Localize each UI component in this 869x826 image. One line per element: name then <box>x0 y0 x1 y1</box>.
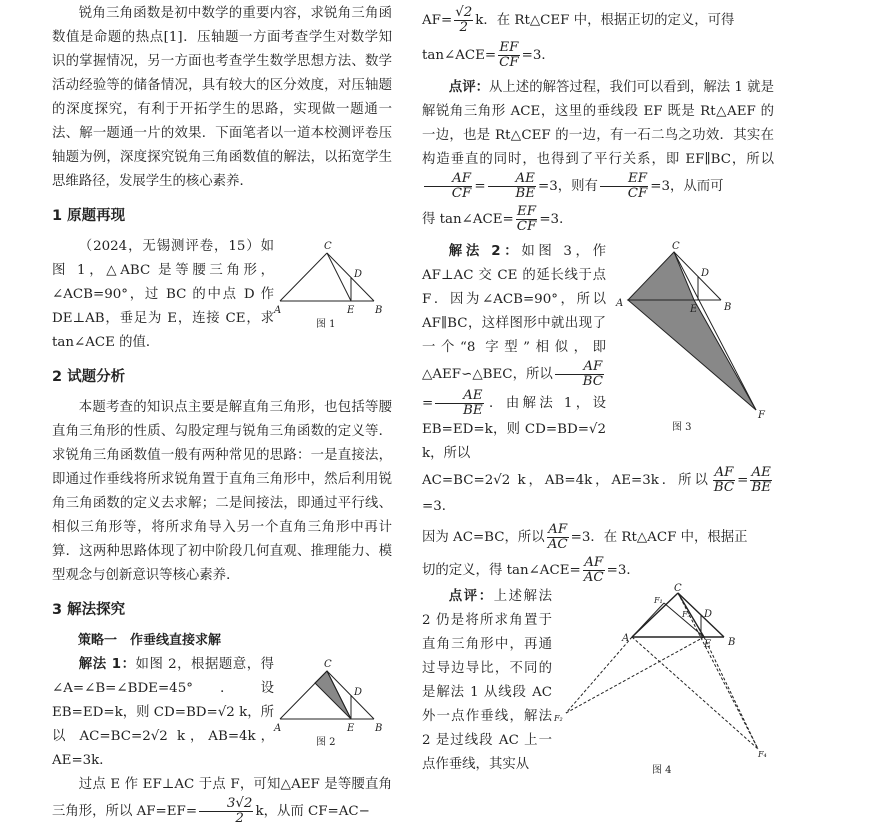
fraction-af-bc <box>555 360 604 389</box>
comment-2-text: 上述解法 2 仍是将所求角置于直角三角形中，再通过导边导比，不同的是解法 1 从线段 AC 外一点作垂线，解法 2 是过线段 AC 上一点作垂线，其实从 <box>422 589 552 772</box>
frac-num: AF <box>548 522 568 537</box>
frac-num: AE <box>488 172 536 187</box>
comment-2-label: 点评： <box>448 589 494 604</box>
fraction-ef-cf-result <box>516 205 538 234</box>
solution-2-label: 解法 2： <box>448 244 522 259</box>
frac-den: 2 <box>235 811 244 826</box>
fig1-label-c: C <box>324 241 332 252</box>
frac-den: CF <box>499 55 519 70</box>
solution-2-text-2: ．由解法 1，设 EB=ED=k，则 CD=BD=√2 k，所以 <box>422 396 606 461</box>
fraction-af-ac <box>547 523 569 552</box>
frac-den: BC <box>713 480 735 495</box>
fraction-ae-be-2 <box>435 389 483 418</box>
frac-den: BE <box>463 403 483 418</box>
fig4-label-a: A <box>622 633 630 644</box>
solution-2-line-5-post: =3． <box>606 563 640 578</box>
fig4-label-f2: F₂ <box>554 714 563 723</box>
frac-den: AC <box>547 537 568 552</box>
left-column <box>52 0 392 826</box>
frac-den: CF <box>516 219 537 234</box>
fig3-label-c: C <box>672 241 680 252</box>
figure-4-diagram <box>552 583 774 779</box>
solution-1-label: 解法 1： <box>78 657 136 672</box>
frac-den: AC <box>583 570 604 585</box>
solution-2-line-4-pre: 因为 AC=BC，所以 <box>422 530 545 545</box>
frac-den: CF <box>451 186 472 201</box>
af-eq-post: k．在 Rt△CEF 中，根据正切的定义，可得 <box>475 13 735 28</box>
section-1-title: 1 原题再现 <box>52 208 126 224</box>
solution-2-line-5 <box>422 556 774 585</box>
frac-num: EF <box>499 40 519 55</box>
figure-1-diagram <box>274 235 392 331</box>
fig2-label-a: A <box>274 723 282 734</box>
fig4-caption: 图 4 <box>652 765 672 776</box>
fraction-af-bc-2 <box>713 466 735 495</box>
fig2-label-c: C <box>324 659 332 670</box>
comment-1-paragraph <box>422 76 774 201</box>
frac-num: AE <box>435 389 483 404</box>
frac-den: BE <box>515 186 535 201</box>
fig4-label-c: C <box>674 583 682 594</box>
comment-1-mid: =3，则有 <box>538 179 598 194</box>
fig3-label-a: A <box>616 298 624 309</box>
fig3-label-b: B <box>724 302 732 313</box>
figure-3 <box>606 240 774 442</box>
result-pre: 得 tan∠ACE= <box>422 212 514 227</box>
solution-2-line-5-pre: 切的定义，得 tan∠ACE= <box>422 563 581 578</box>
solution-2-line-3: AC=BC=2√2 k，AB=4k，AE=3k．所以 $\frac{AF}{BC}$ = $\frac{AE}{BE}$ =3． <box>422 465 771 514</box>
fig2-label-d: D <box>354 687 363 698</box>
frac-den: CF <box>627 186 648 201</box>
frac-num: AF <box>555 360 604 375</box>
fig4-label-f3: F₃ <box>682 610 691 619</box>
result-post: =3． <box>539 212 573 227</box>
fig4-label-e: E <box>704 639 712 650</box>
intro-paragraph: 锐角三角函数是初中数学的重要内容，求锐角三角函数值是命题的热点[1]．压轴题一方面考查学生对数学知识的掌握情况，另一方面也考查学生数学思想方法、数学活动经验等的储备情况，具有较大的区分效度，对压轴题的深度探究，有利于开拓学生的思路，实现做一题通一法、解一题通一片的效果．下面笔者以一道本校测评卷压轴题为例，深度探究锐角三角函数值的解法，以拓宽学生思维路径，发展学生的核心素养． <box>52 6 392 189</box>
solution-1-continued-text: 过点 E 作 EF⊥AC 于点 F，可知△AEF 是等腰直角三角形，所以 AF=EF= <box>52 777 392 819</box>
solution-2-line-4 <box>422 523 774 552</box>
analysis-paragraph: 本题考查的知识点主要是解直角三角形，也包括等腰直角三角形的性质、勾股定理与锐角三角函数的定义等．求锐角三角函数值一般有两种常见的思路：一是直接法，即通过作垂线将所求锐角置于直角三角形中，然后利用锐角三角函数的定义去求解；二是间接法，即通过平行线、相似三角形等，将所求角导入另一个直角三角形中再计算．这两种思路体现了初中阶段几何直观、推理能力、模型观念与创新意识等核心素养． <box>52 400 392 583</box>
tan-eq-post: =3． <box>521 48 555 63</box>
solution-2-text: 如图 3，作 AF⊥AC 交 CE 的延长线于点 F．因为∠ACB=90°，所以 AF∥BC，这样图形中就出现了一个“8 字型”相似，即△AEF∽△BEC，所以 <box>422 244 607 382</box>
frac-num: AF <box>424 172 472 187</box>
problem-text: （2024，无锡测评卷，15）如图 1，△ABC 是等腰三角形，∠ACB=90°，过 BC 的中点 D 作 DE⊥AB，垂足为 E，连接 CE，求 tan∠ACE 的值． <box>52 239 274 350</box>
frac-den: 2 <box>459 20 468 35</box>
solution-1-continued <box>52 773 392 826</box>
fig1-label-a: A <box>274 305 282 316</box>
fig1-label-e: E <box>347 305 355 316</box>
right-column <box>422 0 774 779</box>
af-equation-line <box>422 6 774 35</box>
fraction-af-ac-2 <box>583 556 605 585</box>
fraction-sqrt2-over-2 <box>454 6 473 35</box>
fig3-label-f: F <box>758 410 765 421</box>
frac-num: EF <box>600 172 648 187</box>
tan-eq-pre: tan∠ACE= <box>422 48 497 63</box>
fig2-label-e: E <box>347 723 355 734</box>
frac-num: AE <box>751 465 771 480</box>
solution-2-line-3-text: AC=BC=2√2 k，AB=4k，AE=3k．所以 <box>422 473 711 488</box>
fraction-af-cf <box>424 172 472 201</box>
figure-4 <box>552 583 774 779</box>
section-3-title: 3 解法探究 <box>52 602 126 618</box>
fraction-ae-be-3 <box>750 466 772 495</box>
frac-num: 3√2 <box>199 797 253 812</box>
figure-2-diagram <box>274 653 392 753</box>
strategy-1-title: 策略一 作垂线直接求解 <box>78 633 222 648</box>
fig2-label-b: B <box>375 723 383 734</box>
solution-2-paragraph: 解法 2：如图 3，作 AF⊥AC 交 CE 的延长线于点 F．因为∠ACB=90°，所以 AF∥BC，这样图形中就出现了一个“8 字型”相似，即△AEF∽△BEC，所以 $\frac{AF}{BC}$ = $\frac{AE}{BE}$ ．由解法 1，设 EB=ED=k，则 CD=BD=√2 k，所以 <box>422 244 607 461</box>
equals-sign: = <box>474 179 486 194</box>
frac-den: BC <box>582 374 603 389</box>
fig4-label-d: D <box>704 609 713 620</box>
frac-num: AF <box>714 465 734 480</box>
frac-num: EF <box>517 204 537 219</box>
section-2-title: 2 试题分析 <box>52 369 126 385</box>
frac-num: AF <box>584 555 604 570</box>
fraction-ae-be <box>488 172 536 201</box>
fig3-label-d: D <box>701 268 710 279</box>
fig4-label-b: B <box>728 637 736 648</box>
frac-num: √2 <box>455 5 473 20</box>
tan-equation-line <box>422 41 774 70</box>
fig4-label-f1: F₁ <box>654 596 663 605</box>
figure-2 <box>274 653 392 753</box>
solution-1-continued-text-2: k，从而 CF=AC− <box>255 804 370 819</box>
solution-2-line-4-post: =3．在 Rt△ACF 中，根据正 <box>570 530 748 545</box>
fig3-label-e: E <box>690 304 698 315</box>
solution-1-text: 如图 2，根据题意，得∠A=∠B=∠BDE=45°．设 EB=ED=k，则 CD=BD=√2 k，所以 AC=BC=2√2 k，AB=4k，AE=3k． <box>52 657 274 768</box>
comment-1-result <box>422 205 774 234</box>
af-eq-pre: AF= <box>422 13 453 28</box>
fig4-label-f4: F₄ <box>758 750 767 759</box>
fraction-3sqrt2-over-2 <box>199 797 253 826</box>
fraction-ef-cf <box>600 172 648 201</box>
comment-1-end: =3，从而可 <box>650 179 724 194</box>
fig3-caption: 图 3 <box>672 422 692 433</box>
comment-1-label: 点评： <box>448 80 489 95</box>
figure-3-diagram <box>606 240 774 442</box>
figure-1 <box>274 235 392 331</box>
fig1-caption: 图 1 <box>316 319 336 330</box>
fraction-ef-over-cf <box>498 41 520 70</box>
frac-den: BE <box>751 480 771 495</box>
fig1-label-d: D <box>354 269 363 280</box>
fig1-label-b: B <box>375 305 383 316</box>
fig2-caption: 图 2 <box>316 737 336 748</box>
solution-2-line-3-end: =3． <box>422 499 456 514</box>
comment-1-text: 从上述的解答过程，我们可以看到，解法 1 就是解锐角三角形 ACE，这里的垂线段 EF 既是 Rt△AEF 的一边，也是 Rt△CEF 的一边，有一石二鸟之功效．其实在构造垂直的同时，也得到了平行关系，即 EF∥BC，所以 <box>422 80 775 167</box>
